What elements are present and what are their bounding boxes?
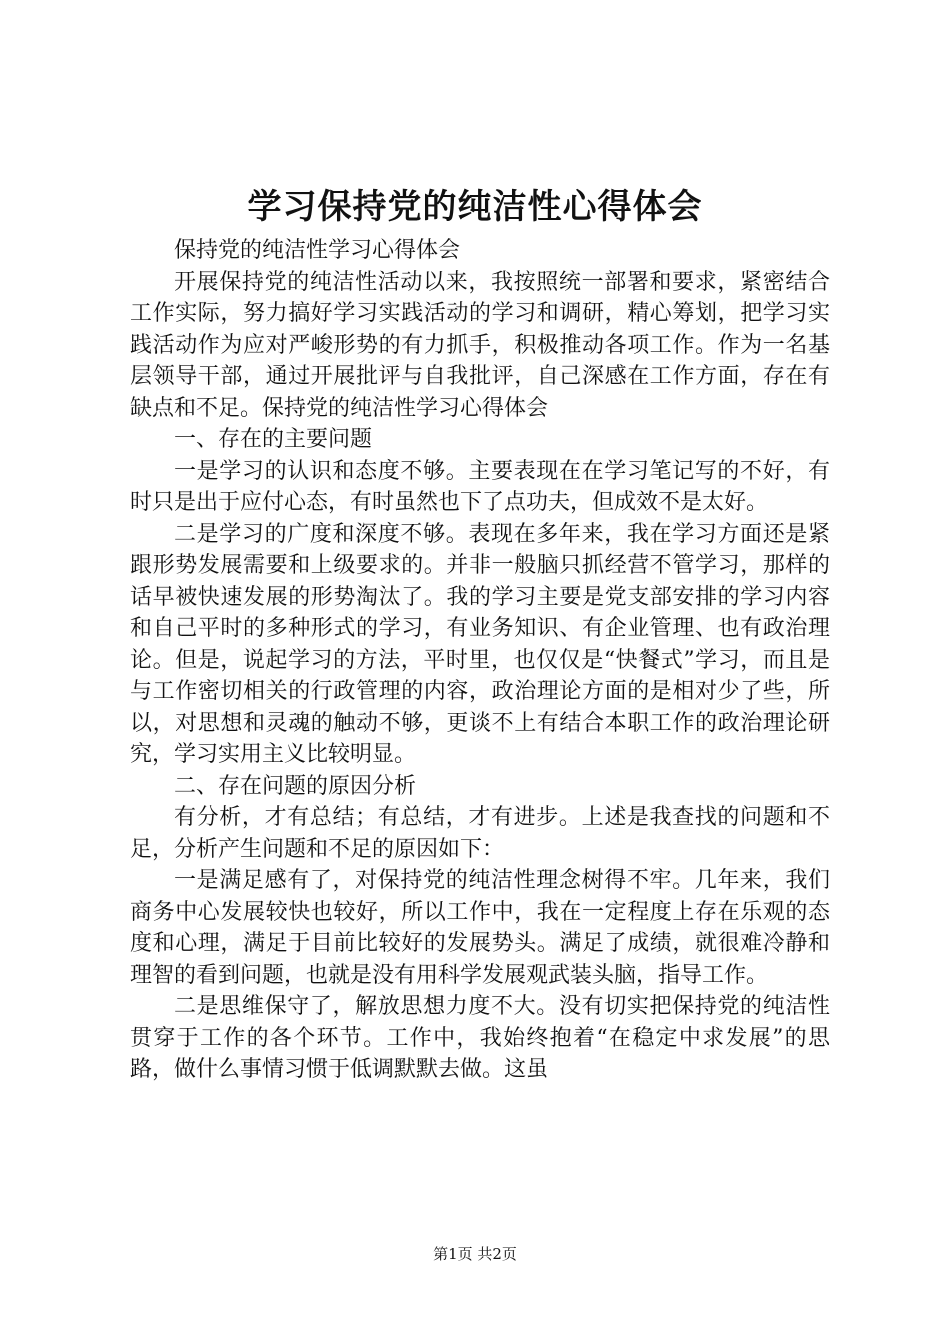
- document-title: 学习保持党的纯洁性心得体会: [247, 187, 703, 227]
- paragraph: 保持党的纯洁性学习心得体会: [174, 238, 461, 263]
- paragraph: 一是满足感有了，对保持党的纯洁性理念树得不牢。几年来，我们商务中心发展较快也较好，所以工作中，我在一定程度上存在乐观的态度和心理，满足于目前比较好的发展势头。满足了成绩，就很难冷静和理智的看到问题，也就是没有用科学发展观武装头脑，指导工作。: [130, 868, 830, 988]
- document-body: [130, 235, 830, 1086]
- paragraph: 二是学习的广度和深度不够。表现在多年来，我在学习方面还是紧跟形势发展需要和上级要求的。并非一般脑只抓经营不管学习，那样的话早被快速发展的形势淘汰了。我的学习主要是党支部安排的学习内容和自己平时的多种形式的学习，有业务知识、有企业管理、也有政治理论。但是，说起学习的方法，平时里，也仅仅是“快餐式”学习，而且是与工作密切相关的行政管理的内容，政治理论方面的是相对少了些，所以，对思想和灵魂的触动不够，更谈不上有结合本职工作的政治理论研究，学习实用主义比较明显。: [130, 521, 830, 767]
- section-heading: 一、存在的主要问题: [174, 427, 373, 452]
- paragraph: 开展保持党的纯洁性活动以来，我按照统一部署和要求，紧密结合工作实际，努力搞好学习实践活动的学习和调研，精心筹划，把学习实践活动作为应对严峻形势的有力抓手，积极推动各项工作。作为一名基层领导干部，通过开展批评与自我批评，自己深感在工作方面，存在有缺点和不足。保持党的纯洁性学习心得体会: [130, 269, 830, 421]
- paragraph: 有分析，才有总结；有总结，才有进步。上述是我查找的问题和不足，分析产生问题和不足的原因如下：: [130, 805, 830, 862]
- paragraph: 二是思维保守了，解放思想力度不大。没有切实把保持党的纯洁性贯穿于工作的各个环节。工作中，我始终抱着“在稳定中求发展”的思路，做什么事情习惯于低调默默去做。这虽: [130, 994, 830, 1082]
- page-footer: 第1页 共2页: [433, 1245, 517, 1263]
- section-heading: 二、存在问题的原因分析: [174, 773, 417, 799]
- paragraph: 一是学习的认识和态度不够。主要表现在在学习笔记写的不好，有时只是出于应付心态，有时虽然也下了点功夫，但成效不是太好。: [130, 458, 830, 515]
